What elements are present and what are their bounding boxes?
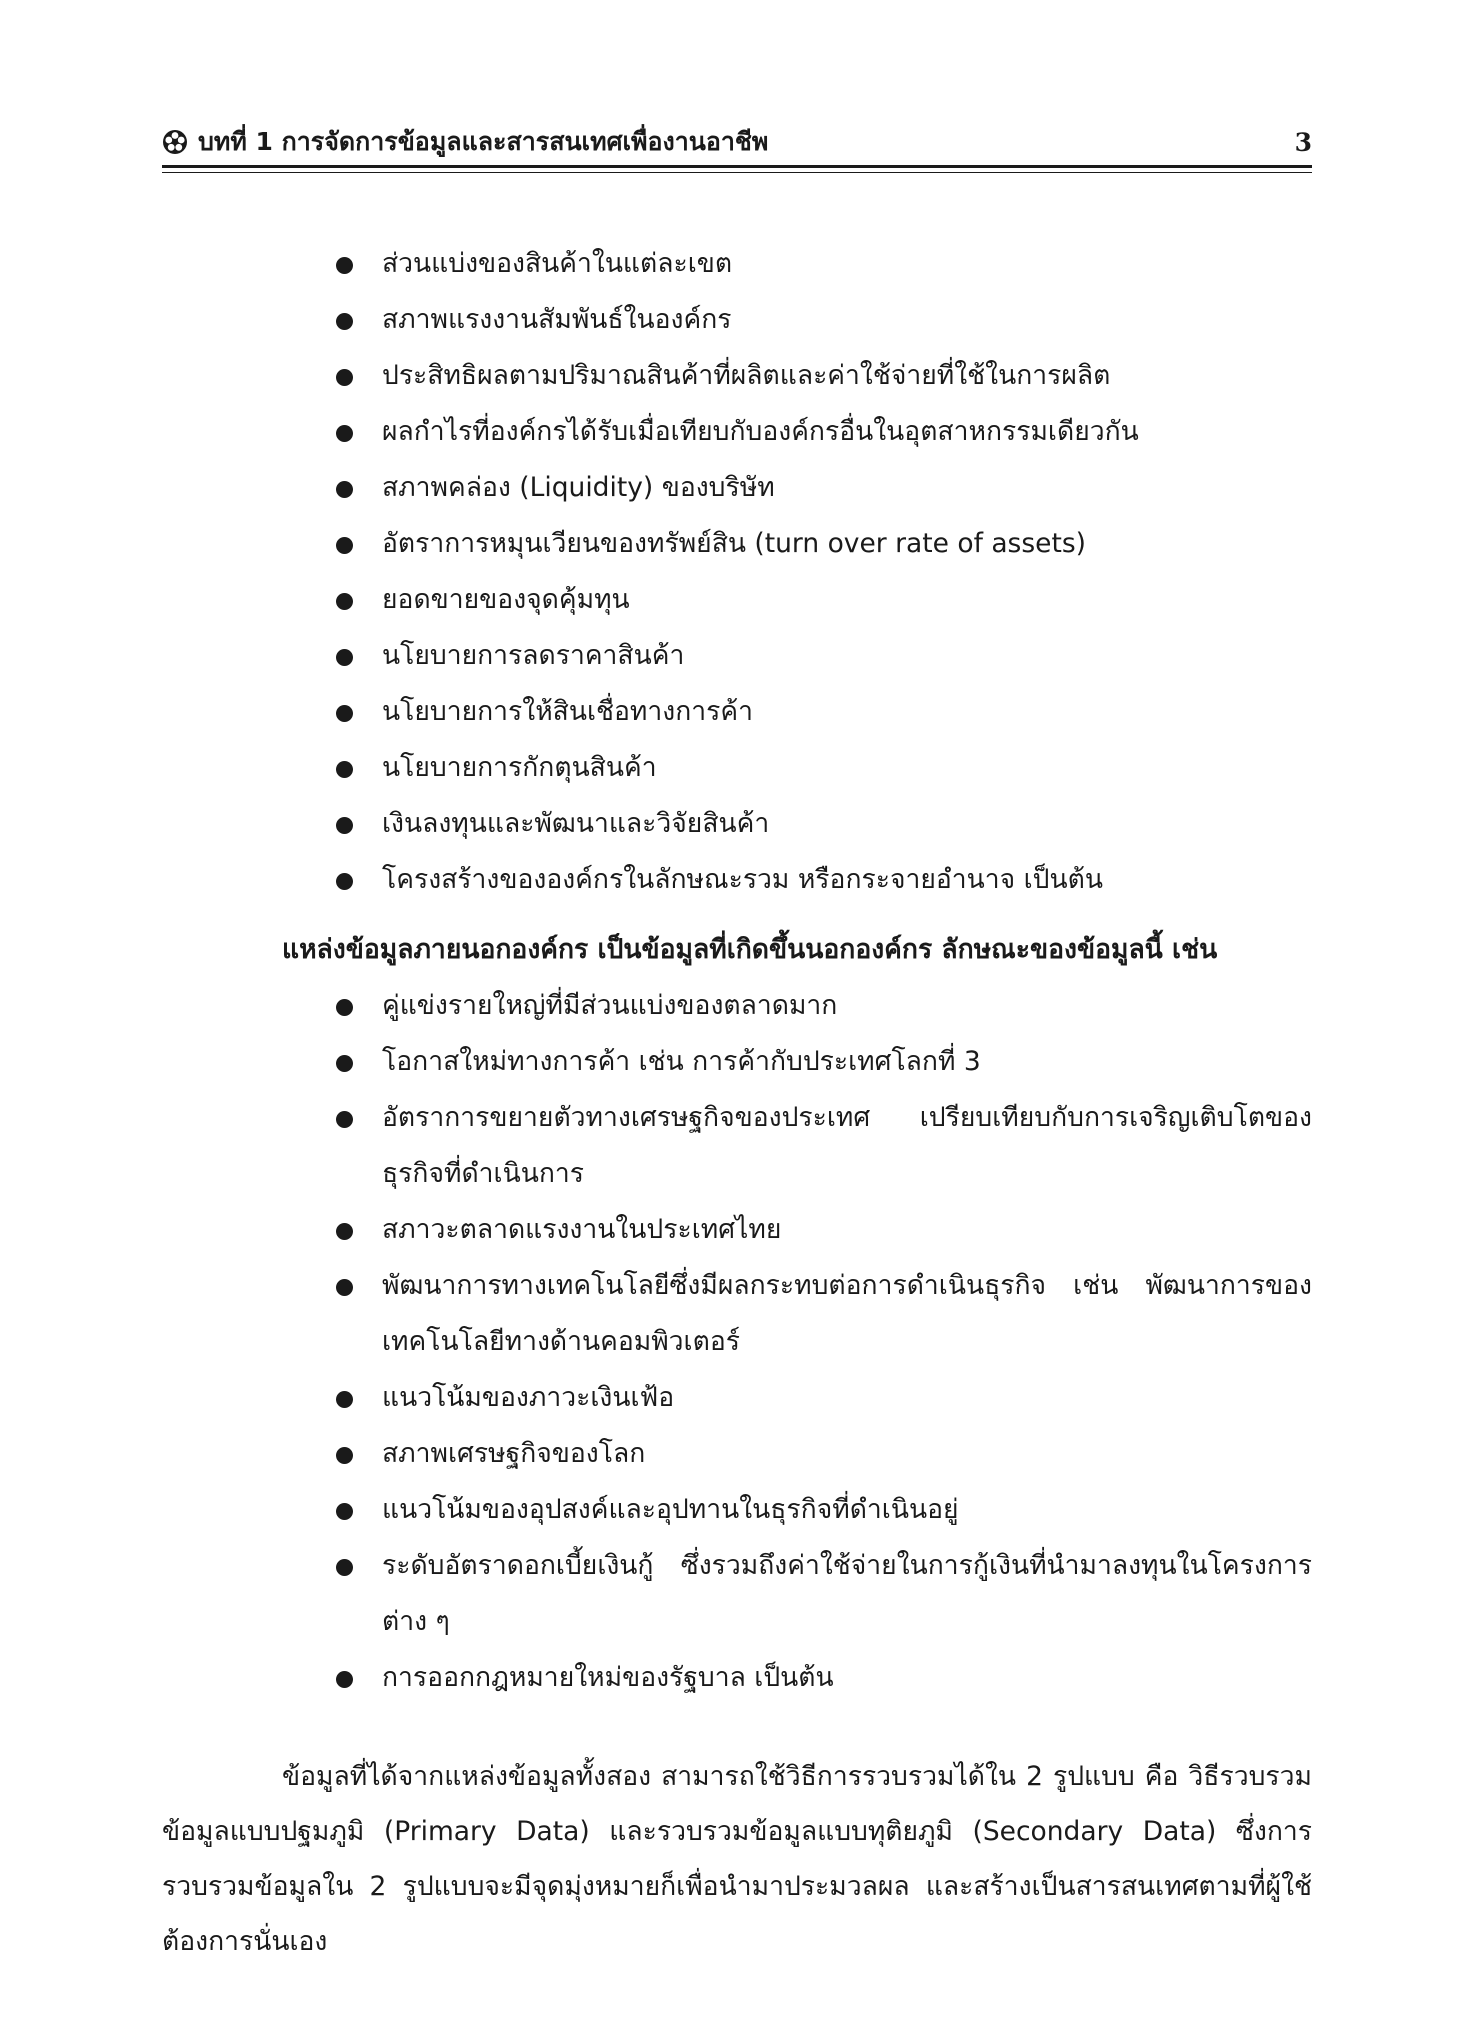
list-item <box>330 1090 1320 1202</box>
list-item <box>330 1482 1320 1538</box>
list-item <box>330 684 1320 740</box>
list-item <box>330 1202 1320 1258</box>
bullet-icon <box>336 1559 353 1576</box>
list-item-text: คู่แข่งรายใหญ่ที่มีส่วนแบ่งของตลาดมาก <box>382 990 838 1021</box>
list-item <box>330 852 1320 908</box>
bullet-icon <box>336 1055 353 1072</box>
list-item-text: อัตราการขยายตัวทางเศรษฐกิจของประเทศ เปรียบเทียบกับการเจริญเติบโตของธุรกิจที่ดำเนินการ <box>382 1102 1312 1189</box>
list-item-text: นโยบายการลดราคาสินค้า <box>382 640 685 671</box>
list-item-text: ส่วนแบ่งของสินค้าในแต่ละเขต <box>382 248 733 279</box>
list-item-text: ระดับอัตราดอกเบี้ยเงินกู้ ซึ่งรวมถึงค่าใช้จ่ายในการกู้เงินที่นำมาลงทุนในโครงการต่าง ๆ <box>382 1550 1312 1637</box>
list-item <box>330 628 1320 684</box>
bullet-icon <box>336 369 353 386</box>
bullet-icon <box>336 1391 353 1408</box>
list-item-text: สภาวะตลาดแรงงานในประเทศไทย <box>382 1214 782 1245</box>
page-header <box>162 122 1312 162</box>
bullet-icon <box>336 481 353 498</box>
bullet-icon <box>336 313 353 330</box>
list-item <box>330 1426 1320 1482</box>
bullet-icon <box>336 761 353 778</box>
list-item <box>330 1538 1320 1650</box>
flower-icon <box>162 129 188 155</box>
list-item <box>330 460 1320 516</box>
list-item <box>330 572 1320 628</box>
bullet-icon <box>336 649 353 666</box>
bullet-icon <box>336 537 353 554</box>
bullet-icon <box>336 1279 353 1296</box>
list-item-text: การออกกฎหมายใหม่ของรัฐบาล เป็นต้น <box>382 1662 834 1693</box>
list-item <box>330 1034 1320 1090</box>
list-item <box>330 978 1320 1034</box>
bullet-icon <box>336 425 353 442</box>
external-source-heading: แหล่งข้อมูลภายนอกองค์กร เป็นข้อมูลที่เกิดขึ้นนอกองค์กร ลักษณะของข้อมูลนี้ เช่น <box>282 934 1218 965</box>
list-item <box>330 740 1320 796</box>
bullet-icon <box>336 1111 353 1128</box>
list-item-text: ผลกำไรที่องค์กรได้รับเมื่อเทียบกับองค์กรอื่นในอุตสาหกรรมเดียวกัน <box>382 416 1139 447</box>
bullet-icon <box>336 705 353 722</box>
page-number: 3 <box>1294 127 1312 157</box>
list-item <box>330 516 1320 572</box>
list-item <box>330 348 1320 404</box>
header-rule-thin <box>162 172 1312 173</box>
list-item-text: ยอดขายของจุดคุ้มทุน <box>382 584 630 615</box>
bullet-icon <box>336 873 353 890</box>
list-item <box>330 404 1320 460</box>
list-item <box>330 1258 1320 1370</box>
chapter-title: บทที่ 1 การจัดการข้อมูลและสารสนเทศเพื่องานอาชีพ <box>198 127 769 156</box>
external-source-list <box>330 978 1320 1706</box>
bullet-icon <box>336 817 353 834</box>
list-item-text: เงินลงทุนและพัฒนาและวิจัยสินค้า <box>382 808 770 839</box>
list-item <box>330 1370 1320 1426</box>
list-item-text: สภาพคล่อง (Liquidity) ของบริษัท <box>382 472 775 503</box>
bullet-icon <box>336 1223 353 1240</box>
list-item-text: โอกาสใหม่ทางการค้า เช่น การค้ากับประเทศโลกที่ 3 <box>382 1046 981 1077</box>
closing-paragraph: ข้อมูลที่ได้จากแหล่งข้อมูลทั้งสอง สามารถใช้วิธีการรวบรวมได้ใน 2 รูปแบบ คือ วิธีรวบรวมข้อมูลแบบปฐมภูมิ (Primary Data) และรวบรวมข้อมูลแบบทุติยภูมิ (Secondary Data) ซึ่งการรวบรวมข้อมูลใน 2 รูปแบบจะมีจุดมุ่งหมายก็เพื่อนำมาประมวลผล และสร้างเป็นสารสนเทศตามที่ผู้ใช้ต้องการนั่นเอง <box>162 1760 1312 1957</box>
bullet-icon <box>336 1447 353 1464</box>
list-item <box>330 796 1320 852</box>
list-item-text: โครงสร้างขององค์กรในลักษณะรวม หรือกระจายอำนาจ เป็นต้น <box>382 864 1103 895</box>
bullet-icon <box>336 593 353 610</box>
bullet-icon <box>336 999 353 1016</box>
list-item <box>330 236 1320 292</box>
list-item <box>330 292 1320 348</box>
list-item-text: นโยบายการให้สินเชื่อทางการค้า <box>382 696 753 727</box>
list-item-text: ประสิทธิผลตามปริมาณสินค้าที่ผลิตและค่าใช้จ่ายที่ใช้ในการผลิต <box>382 360 1111 391</box>
list-item-text: นโยบายการกักตุนสินค้า <box>382 752 657 783</box>
list-item-text: อัตราการหมุนเวียนของทรัพย์สิน (turn over rate of assets) <box>382 528 1087 559</box>
internal-source-list <box>330 236 1320 908</box>
list-item-text: สภาพแรงงานสัมพันธ์ในองค์กร <box>382 304 732 335</box>
list-item-text: แนวโน้มของอุปสงค์และอุปทานในธุรกิจที่ดำเนินอยู่ <box>382 1494 959 1525</box>
bullet-icon <box>336 1671 353 1688</box>
list-item-text: พัฒนาการทางเทคโนโลยีซึ่งมีผลกระทบต่อการดำเนินธุรกิจ เช่น พัฒนาการของเทคโนโลยีทางด้านคอมพิวเตอร์ <box>382 1270 1312 1357</box>
list-item-text: สภาพเศรษฐกิจของโลก <box>382 1438 646 1469</box>
header-rule-thick <box>162 165 1312 168</box>
list-item-text: แนวโน้มของภาวะเงินเฟ้อ <box>382 1382 675 1413</box>
header-left <box>162 122 768 162</box>
bullet-icon <box>336 257 353 274</box>
bullet-icon <box>336 1503 353 1520</box>
list-item <box>330 1650 1320 1706</box>
